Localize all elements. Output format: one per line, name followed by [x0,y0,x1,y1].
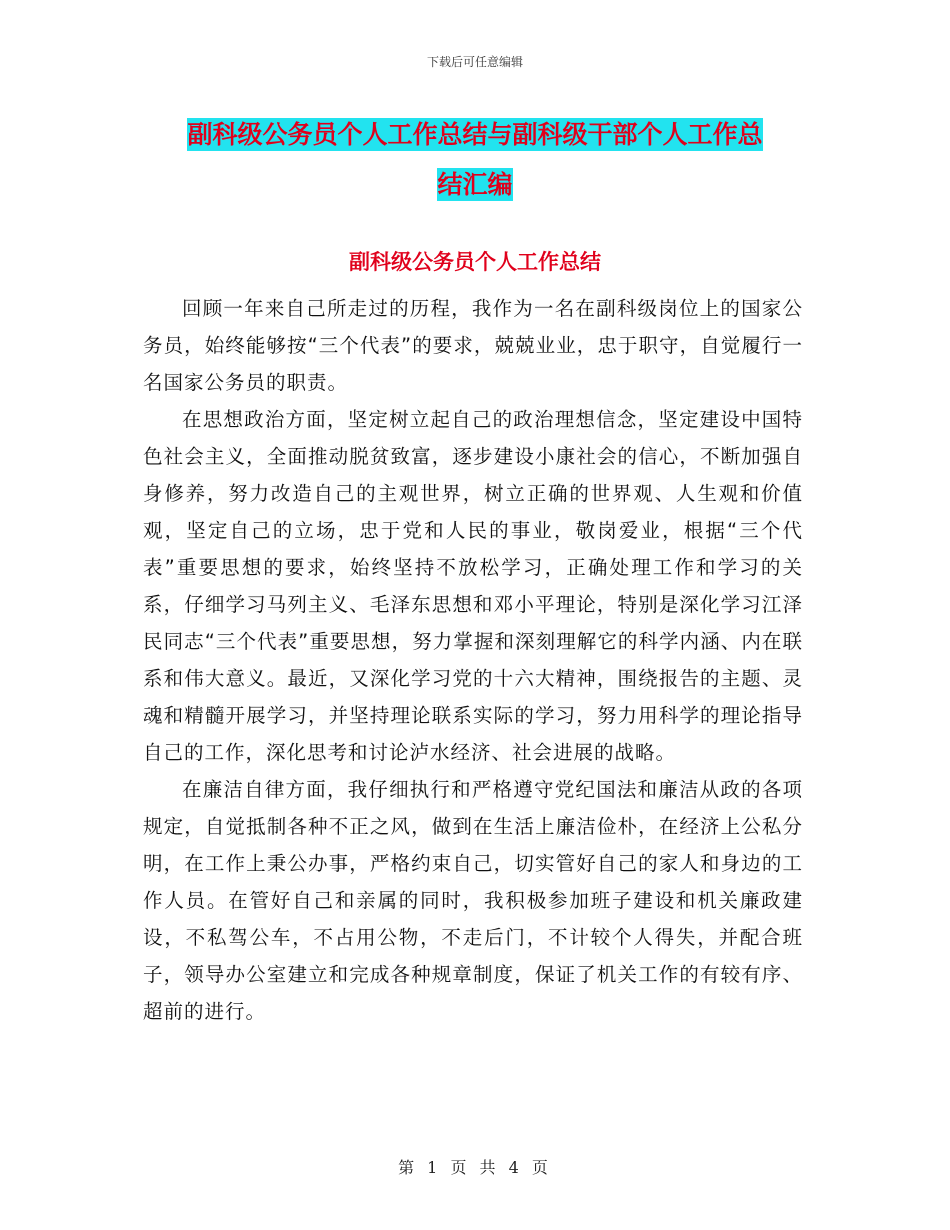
paragraph: 回顾一年来自己所走过的历程，我作为一名在副科级岗位上的国家公务员，始终能够按“三个代表”的要求，兢兢业业，忠于职守，自觉履行一名国家公务员的职责。 [143,297,803,394]
paragraph: 在廉洁自律方面，我仔细执行和严格遵守党纪国法和廉洁从政的各项规定，自觉抵制各种不正之风，做到在生活上廉洁俭朴，在经济上公私分明，在工作上秉公办事，严格约束自己，切实管好自己的家人和身边的工作人员。在管好自己和亲属的同时，我积极参加班子建设和机关廉政建设，不私驾公车，不占用公物，不走后门，不计较个人得失，并配合班子，领导办公室建立和完成各种规章制度，保证了机关工作的有较有序、超前的进行。 [143,778,803,1023]
document-title-line-2: 结汇编 [437,170,513,199]
document-title-line-1: 副科级公务员个人工作总结与副科级干部个人工作总 [187,120,763,149]
page-footer [0,1155,950,1178]
document-title [0,110,950,210]
header-text: 下载后可任意编辑 [426,55,523,69]
paragraph: 在思想政治方面，坚定树立起自己的政治理想信念，坚定建设中国特色社会主义，全面推动脱贫致富，逐步建设小康社会的信心，不断加强自身修养，努力改造自己的主观世界，树立正确的世界观、人生观和价值观，坚定自己的立场，忠于党和人民的事业，敬岗爱业，根据“三个代表”重要思想的要求，始终坚持不放松学习，正确处理工作和学习的关系，仔细学习马列主义、毛泽东思想和邓小平理论，特别是深化学习江泽民同志“三个代表”重要思想，努力掌握和深刻理解它的科学内涵、内在联系和伟大意义。最近，又深化学习党的十六大精神，围绕报告的主题、灵魂和精髓开展学习，并坚持理论联系实际的学习，努力用科学的理论指导自己的工作，深化思考和讨论泸水经济、社会进展的战略。 [143,408,803,764]
document-body [143,290,803,1030]
page-header [0,53,950,70]
section-title: 副科级公务员个人工作总结 [349,250,601,274]
page-number: 第 1 页 共 4 页 [398,1158,552,1177]
